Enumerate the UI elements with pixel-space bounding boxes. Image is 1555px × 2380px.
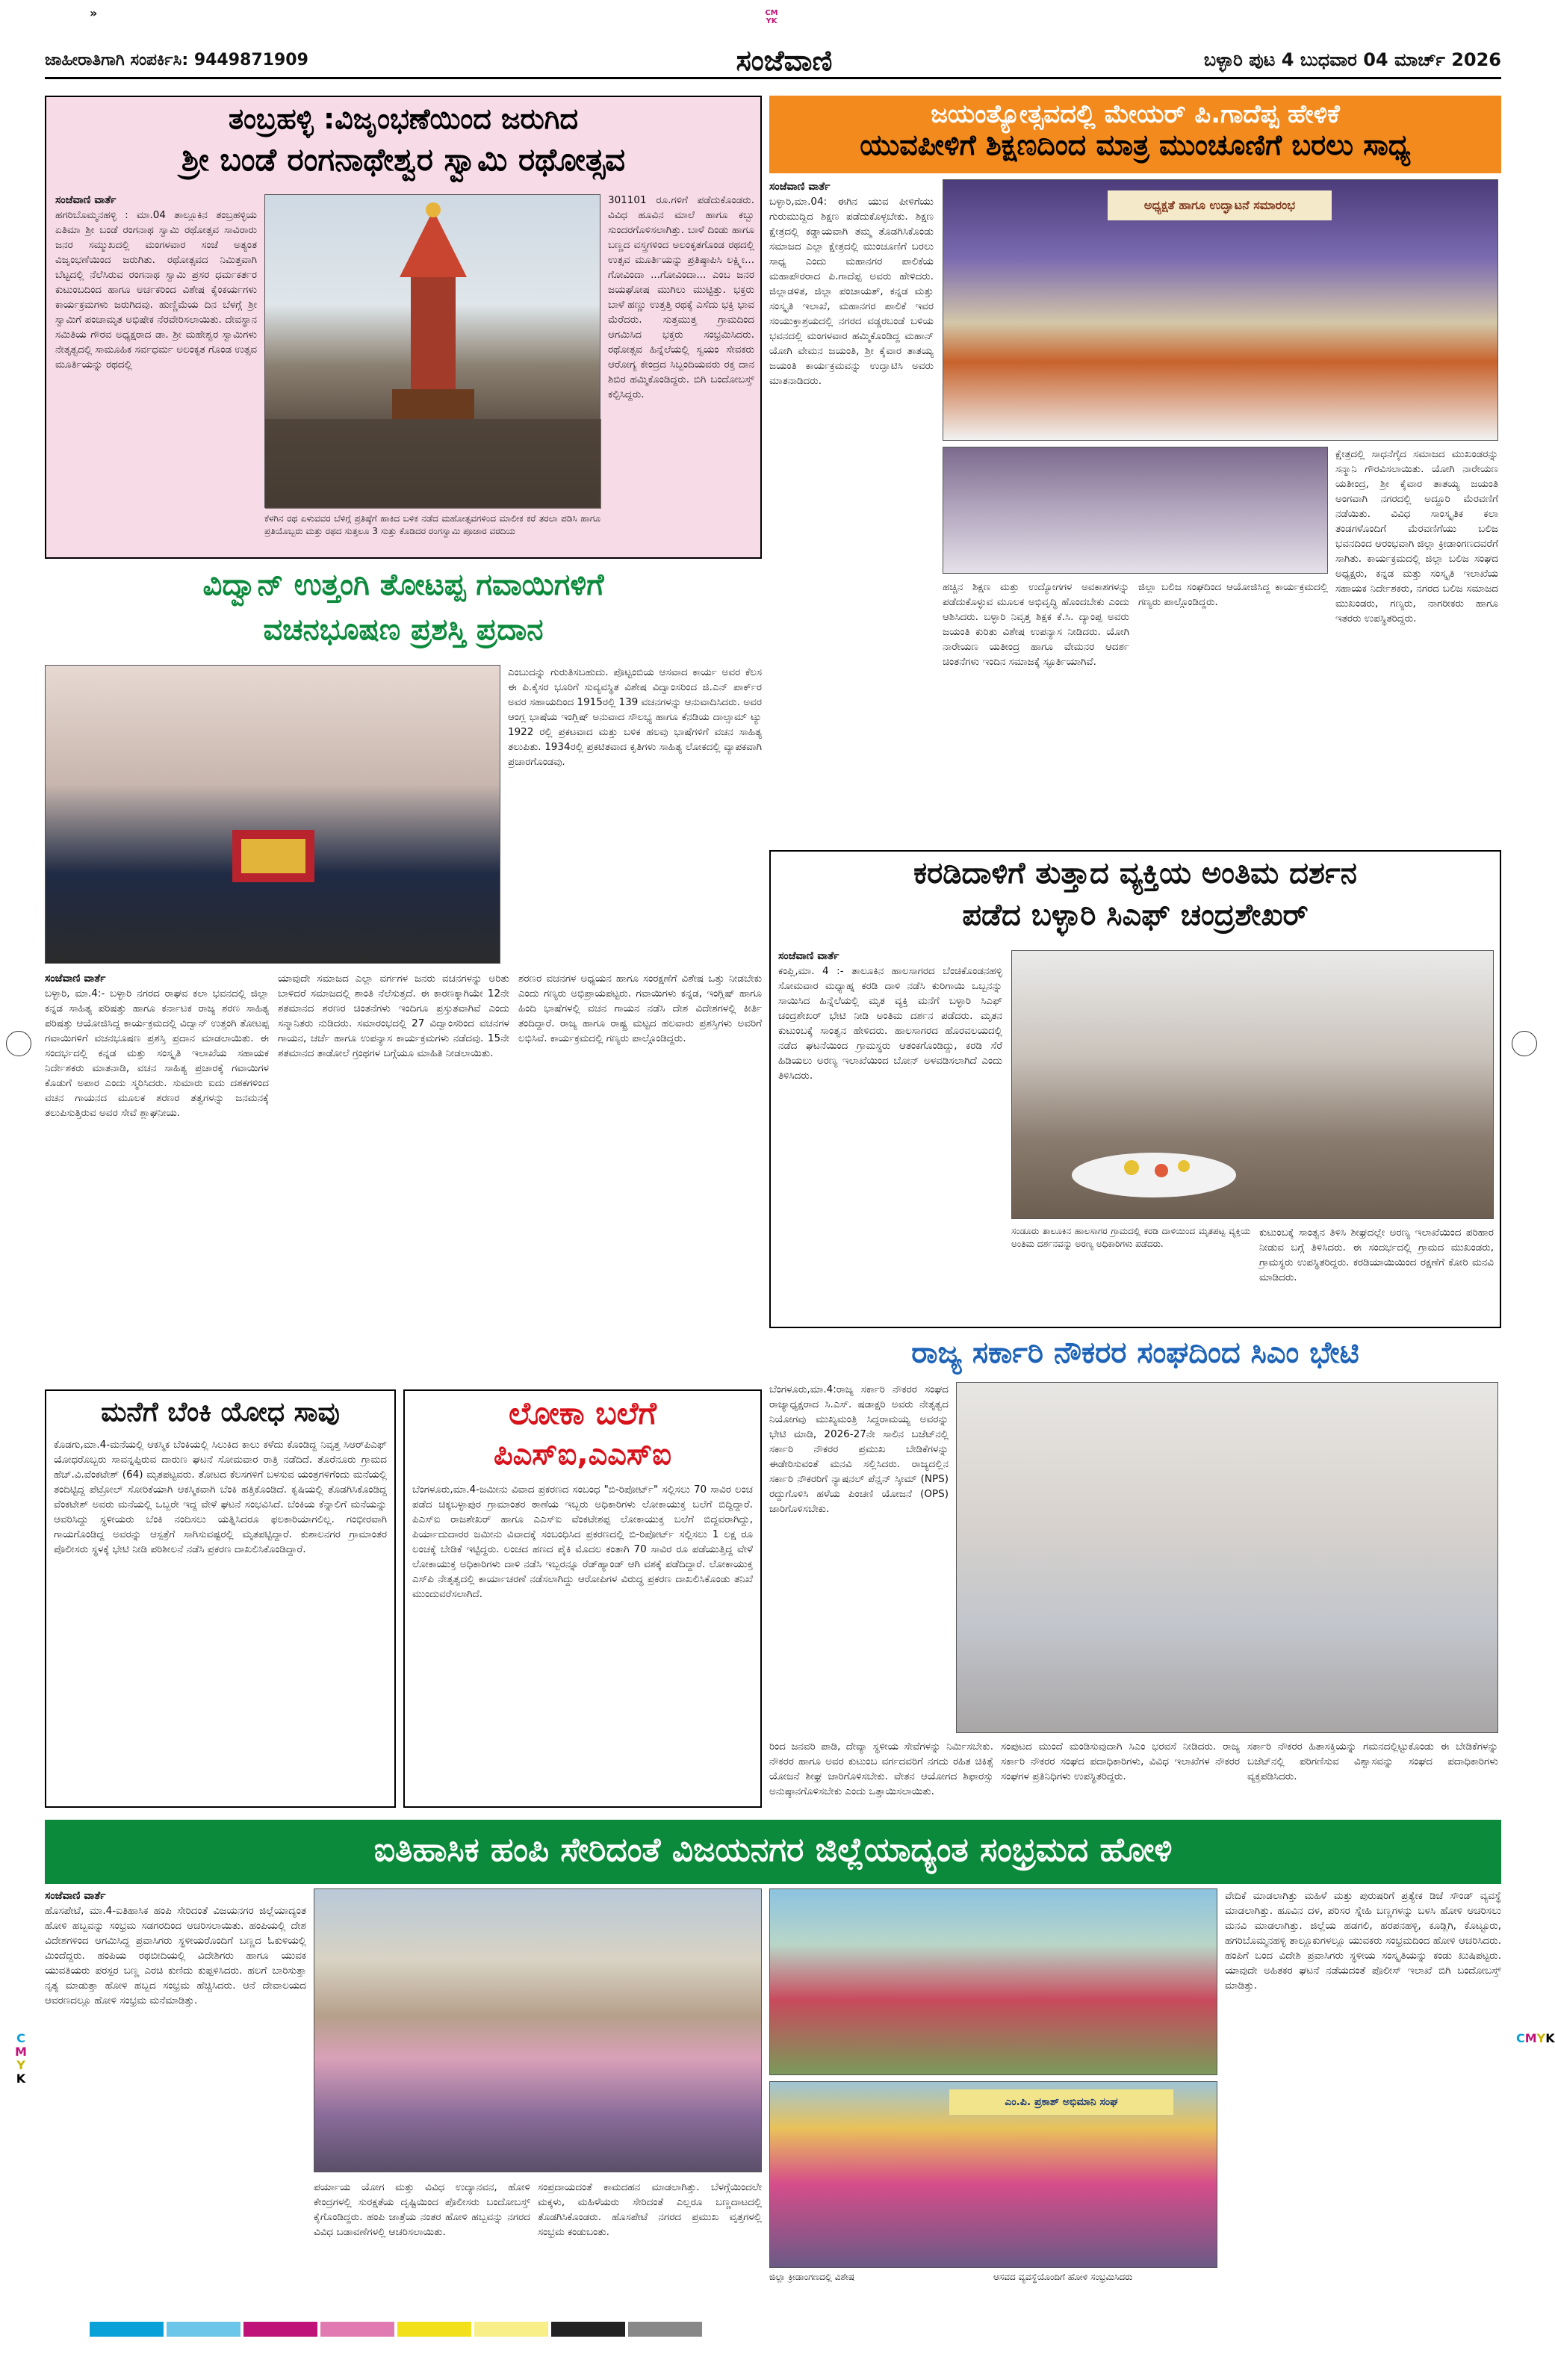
audience-photo (943, 447, 1328, 574)
article-lokayukta (403, 1389, 762, 1808)
headline-band-jayanthi (769, 96, 1501, 173)
article-rathotsava (45, 96, 762, 559)
cmyk-registration-mark (758, 3, 785, 30)
byline: ಸಂಜೆವಾಣಿ ವಾರ್ತೆ (45, 1890, 106, 1902)
photo-caption-2: ಆಸವದ ವ್ಯವಸ್ಥೆಯೊಂದಿಗೆ ಹೋಳಿ ಸಂಭ್ರಮಿಸಿದರು (993, 2272, 1133, 2282)
article-body-col3: ಸಂಪುಟದ ಮುಂದೆ ಮಂಡಿಸುವುದಾಗಿ ಸಿಎಂ ಭರವಸೆ ನೀಡಿದರು. ರಾಜ್ಯ ಸರ್ಕಾರಿ ನೌಕರರ ಸಂಘದ ಪದಾಧಿಕಾರಿಗಳು, ವಿವಿಧ ಇಲಾಖೆಗಳ ನೌಕರರ ಸಂಘಗಳ ಪ್ರತಿನಿಧಿಗಳು ಉಪಸ್ಥಿತರಿದ್ದರು. (1001, 1741, 1240, 1782)
body-text: ಹಗರಿಬೊಮ್ಮನಹಳ್ಳಿ : ಮಾ.04 ತಾಲ್ಲೂಕಿನ ತಂಬ್ರಹಳ್ಳಿಯ ಏತಿಮಾ ಶ್ರೀ ಬಂಡೆ ರಂಗನಾಥ ಸ್ವಾಮಿ ರಥೋತ್ಸವ ಸಾವಿರಾರು ಜನರ ಸಮ್ಮುಖದಲ್ಲಿ ಮಂಗಳವಾರ ಸಂಜೆ ಅತ್ಯಂತ ವಿಜೃಂಭಣೆಯಿಂದ ಜರುಗಿತು. ರಥೋತ್ಸವದ ನಿಮಿತ್ತವಾಗಿ ಬೆಟ್ಟದಲ್ಲಿ ನೆಲೆಸಿರುವ ರಂಗನಾಥ ಸ್ವಾಮಿ ಪ್ರಸರ ಧರ್ಮಕರ್ತರ ಕುಟುಂಬದಿಂದ ಹಾಗೂ ಅರ್ಚಕರಿಂದ ವಿಶೇಷ ಕೈಂಕರ್ಯಗಳು ಕಾರ್ಯಕ್ರಮಗಳು ಜರುಗಿದವು. ಹುಣ್ಣಿಮೆಯ ದಿನ ಬೆಳಗ್ಗೆ ಶ್ರೀ ಸ್ವಾಮಿಗೆ ಪಂಚಾಮೃತ ಅಭಿಷೇಕ ನೆರವೇರಿಸಲಾಯಿತು. ದೇವಸ್ಥಾನ ಸಮಿತಿಯ ಗೌರವ ಅಧ್ಯಕ್ಷರಾದ ಡಾ. ಶ್ರೀ ಮಹೇಶ್ವರ ಸ್ವಾಮಿಗಳು ನೇತೃತ್ವದಲ್ಲಿ ಸಾಮೂಹಿಕ ಸರ್ವಧರ್ಮ ಅಲಂಕೃತ ಗೊಂಡ ಉತ್ಸವ ಮೂರ್ತಿಯನ್ನು ರಥದಲ್ಲಿ (55, 209, 257, 371)
print-color-bar (90, 2322, 702, 2338)
article-body-col3: ಸಂಪ್ರದಾಯದಂತೆ ಕಾಮದಹನ ಮಾಡಲಾಗಿತ್ತು. ಬೆಳಗ್ಗೆಯಿಂದಲೇ ಮಕ್ಕಳು, ಮಹಿಳೆಯರು ಸೇರಿದಂತೆ ಎಲ್ಲರೂ ಬಣ್ಣದಾಟದಲ್ಲಿ ತೊಡಗಿಸಿಕೊಂಡರು. ಹೊಸಪೇಟೆ ನಗರದ ಪ್ರಮುಖ ವೃತ್ತಗಳಲ್ಲಿ ಸಂಭ್ರಮ ಕಂಡುಬಂತು. (538, 2181, 762, 2238)
article-body-col4: ಸರ್ಕಾರಿ ನೌಕರರ ಹಿತಾಸಕ್ತಿಯನ್ನು ಗಮನದಲ್ಲಿಟ್ಟುಕೊಂಡು ಈ ಬೇಡಿಕೆಗಳನ್ನು ಬಜೆಟ್‌ನಲ್ಲಿ ಪರಿಗಣಿಸುವ ವಿಶ್ವಾಸವನ್ನು ಸಂಘದ ಪದಾಧಿಕಾರಿಗಳು ವ್ಯಕ್ತಪಡಿಸಿದರು. (1247, 1741, 1498, 1782)
ad-contact (45, 51, 308, 69)
article-holi (45, 1888, 1501, 2292)
body-text: ಬಳ್ಳಾರಿ,ಮಾ.04: ಈಗಿನ ಯುವ ಪೀಳಿಗೆಯು ಗುರುಮುದ್ದಿದ ಶಿಕ್ಷಣ ಪಡೆದುಕೊಳ್ಳಬೇಕು. ಶಿಕ್ಷಣ ಕ್ಷೇತ್ರದಲ್ಲಿ ಕಡ್ಡಾಯವಾಗಿ ತಮ್ಮ ತೊಡಗಿಸಿಕೊಂಡು ಸಮಾಜದ ಎಲ್ಲಾ ಕ್ಷೇತ್ರದಲ್ಲಿ ಮುಂಚೂಣಿಗೆ ಬರಲು ಸಾಧ್ಯ ಎಂದು ಮಹಾನಗರ ಪಾಲಿಕೆಯ ಮಹಾಪೌರರಾದ ಪಿ.ಗಾದೆಪ್ಪ ಅವರು ಹೇಳಿದರು. ಜಿಲ್ಲಾಡಳಿತ, ಜಿಲ್ಲಾ ಪಂಚಾಯತ್, ಕನ್ನಡ ಮತ್ತು ಸಂಸ್ಕೃತಿ ಇಲಾಖೆ, ಮಹಾನಗರ ಪಾಲಿಕೆ ಇವರ ಸಂಯುಕ್ತಾಶ್ರಯದಲ್ಲಿ ನಗರದ ವಡ್ಡರಬಂಡೆ ಬಳಿಯ ಭವನದಲ್ಲಿ ಮಂಗಳವಾರ ಹಮ್ಮಿಕೊಂಡಿದ್ದ ಮಹಾನ್ ಯೋಗಿ ವೇಮನ ಜಯಂತಿ, ಶ್ರೀ ಕೈವಾರ ತಾತಯ್ಯ ಜಯಂತಿ ಕಾರ್ಯಕ್ರಮವನ್ನು ಉದ್ಘಾಟಿಸಿ ಅವರು ಮಾತನಾಡಿದರು. (769, 196, 934, 387)
stage-banner: ಅಧ್ಯಕ್ಷತೆ ಹಾಗೂ ಉದ್ಘಾಟನೆ ಸಮಾರಂಭ (1108, 190, 1332, 220)
article-body-col2b: ಜಿಲ್ಲಾ ಬಲಿಜ ಸಂಘದಿಂದ ಆಯೋಜಿಸಿದ್ದ ಕಾರ್ಯಕ್ರಮದಲ್ಲಿ ಗಣ್ಯರು ಪಾಲ್ಗೊಂಡಿದ್ದರು. (1138, 581, 1328, 608)
byline: ಸಂಜೆವಾಣಿ ವಾರ್ತೆ (769, 181, 831, 193)
headline-rathotsava-2: ಶ್ರೀ ಬಂಡೆ ರಂಗನಾಥೇಶ್ವರ ಸ್ವಾಮಿ ರಥೋತ್ಸವ (181, 141, 626, 178)
swatch-cyan-light (167, 2322, 240, 2337)
registration-mark-left (6, 1031, 31, 1056)
article-body-col4: ವೇದಿಕೆ ಮಾಡಲಾಗಿತ್ತು ಮಹಿಳೆ ಮತ್ತು ಪುರುಷರಿಗೆ ಪ್ರತ್ಯೇಕ ಡಿಜೆ ಸೌಂಡ್ ವ್ಯವಸ್ಥೆ ಮಾಡಲಾಗಿತ್ತು. ಹೂವಿನ ದಳ, ಪರಿಸರ ಸ್ನೇಹಿ ಬಣ್ಣಗಳನ್ನು ಬಳಸಿ ಹೋಳಿ ಆಚರಿಸಲು ಮನವಿ ಮಾಡಲಾಗಿತ್ತು. ಜಿಲ್ಲೆಯ ಹಡಗಲಿ, ಹರಪನಹಳ್ಳಿ, ಕೂಡ್ಲಿಗಿ, ಕೊಟ್ಟೂರು, ಹಗರಿಬೊಮ್ಮನಹಳ್ಳಿ ತಾಲ್ಲೂಕುಗಳಲ್ಲೂ ಯುವಕರು ಸಂಭ್ರಮದಿಂದ ಹೋಳಿ ಆಚರಿಸಿದರು. ಹಂಪಿಗೆ ಬಂದ ವಿದೇಶಿ ಪ್ರವಾಸಿಗರು ಸ್ಥಳೀಯ ಸಂಸ್ಕೃತಿಯನ್ನು ಕಂಡು ಖುಷಿಪಟ್ಟರು. ಯಾವುದೇ ಅಹಿತಕರ ಘಟನೆ ನಡೆಯದಂತೆ ಪೊಲೀಸ್ ಇಲಾಖೆ ಬಿಗಿ ಬಂದೋಬಸ್ತ್ ಮಾಡಿತ್ತು. (1225, 1890, 1501, 1992)
article-body-col2: ಪರ್ಯಾಯ ಯೋಗ ಮತ್ತು ವಿವಿಧ ಉದ್ಯಾನವನ, ಹೋಳಿ ಕೇಂದ್ರಗಳಲ್ಲಿ ಸುರಕ್ಷತೆಯ ದೃಷ್ಟಿಯಿಂದ ಪೊಲೀಸರು ಬಂದೋಬಸ್ತ್ ಕೈಗೊಂಡಿದ್ದರು. ಹಂಪಿ ಜಾತ್ರೆಯ ನಂತರ ಹೋಳಿ ಹಬ್ಬವನ್ನು ನಗರದ ವಿವಿಧ ಬಡಾವಣೆಗಳಲ್ಲಿ ಆಚರಿಸಲಾಯಿತು. (314, 2181, 530, 2238)
page-dateline (1204, 49, 1501, 70)
cmyk-text: CMYK (765, 9, 778, 25)
dateline-city: ಬಳ್ಳಾರಿ (1203, 49, 1243, 70)
page-corner-mark: » (90, 6, 98, 20)
fan-club-holi-photo (769, 2081, 1217, 2268)
photo-caption-1: ಜಿಲ್ಲಾ ಕ್ರೀಡಾಂಗಣದಲ್ಲಿ ವಿಶೇಷ (769, 2272, 855, 2282)
body-text: ಹೊಸಪೇಟೆ, ಮಾ.4-ಐತಿಹಾಸಿಕ ಹಂಪಿ ಸೇರಿದಂತೆ ವಿಜಯನಗರ ಜಿಲ್ಲೆಯಾದ್ಯಂತ ಹೋಳಿ ಹಬ್ಬವನ್ನು ಸಂಭ್ರಮ ಸಡಗರದಿಂದ ಆಚರಿಸಲಾಯಿತು. ಹಂಪಿಯಲ್ಲಿ ದೇಶ ವಿದೇಶಗಳಿಂದ ಆಗಮಿಸಿದ್ದ ಪ್ರವಾಸಿಗರು ಸ್ಥಳೀಯರೊಂದಿಗೆ ಬಣ್ಣದ ಓಕುಳಿಯಲ್ಲಿ ಮಿಂದೆದ್ದರು. ಹಂಪಿಯ ರಥಬೀದಿಯಲ್ಲಿ ವಿದೇಶಿಗರು ಹಾಗೂ ಯುವಕ ಯುವತಿಯರು ಪರಸ್ಪರ ಬಣ್ಣ ಎರಚಿ ಕುಣಿದು ಕುಪ್ಪಳಿಸಿದರು. ಹಲಗೆ ಬಾರಿಸುತ್ತಾ ನೃತ್ಯ ಮಾಡುತ್ತಾ ಹೋಳಿ ಹಬ್ಬದ ಸಂಭ್ರಮ ಹೆಚ್ಚಿಸಿದರು. ಆನೆ ದೇವಾಲಯದ ಆವರಣದಲ್ಲೂ ಹೋಳಿ ಸಂಭ್ರಮ ಮನೆಮಾಡಿತ್ತು. (45, 1905, 306, 2006)
article-body-col2: 301101 ರೂ.ಗಳಿಗೆ ಪಡೆದುಕೊಂಡರು. ವಿವಿಧ ಹೂವಿನ ಮಾಲೆ ಹಾಗೂ ಕಬ್ಬು ಸುಂದರಗೊಳಿಸಲಾಗಿತ್ತು. ಬಾಳೆ ದಿಂಡು ಹಾಗೂ ಬಣ್ಣದ ವಸ್ತ್ರಗಳಿಂದ ಅಲಂಕೃತಗೊಂಡ ರಥದಲ್ಲಿ ಉತ್ಸವ ಮೂರ್ತಿಯನ್ನು ಪ್ರತಿಷ್ಠಾಪಿಸಿ ಲಕ್ಷ್ಮೀ... ಗೋವಿಂದಾ ...ಗೋವಿಂದಾ... ಎಂಬ ಜನರ ಜಯಘೋಷ ಮುಗಿಲು ಮುಟ್ಟಿತ್ತು. ಭಕ್ತರು ಬಾಳೆ ಹಣ್ಣು ಉತ್ತತ್ತಿ ರಥಕ್ಕೆ ಎಸೆದು ಭಕ್ತಿ ಭಾವ ಮೆರೆದರು. ಸುತ್ತಮುತ್ತ ಗ್ರಾಮದಿಂದ ಆಗಮಿಸಿದ ಭಕ್ತರು ಸಂಭ್ರಮಿಸಿದರು. ರಥೋತ್ಸವ ಹಿನ್ನೆಲೆಯಲ್ಲಿ ಸ್ವಯಂ ಸೇವಕರು ಆರೋಗ್ಯ ಕೇಂದ್ರದ ಸಿಬ್ಬಂದಿಯವರು ರಕ್ತ ದಾನ ಶಿಬಿರ ಹಮ್ಮಿಕೊಂಡಿದ್ದರು. ಬಿಗಿ ಬಂದೋಬಸ್ತ್ ಕಲ್ಪಿಸಿದ್ದರು. (608, 194, 754, 400)
swatch-yellow-light (474, 2322, 548, 2337)
article-jayanthi (769, 96, 1501, 843)
article-vidwan (45, 568, 762, 1382)
article-body-col-right: ಎಂಬುದನ್ನು ಗುರುತಿಸಬಹುದು. ಪೊಟ್ಟಂಬಿಯ ಆಸವಾದ ಕಾರ್ಯ ಅವರ ಕೆಲಸ ಈ ಪಿ.ಕೈಸರ ಭೂರಿಗೆ ಸುವ್ಯವಸ್ಥಿತ ವಿಶೇಷ ವಿದ್ವಾಂಸರಿಂದ ಜಿ.ಎನ್ ಪಾರ್ಕ್‌ರ ಅವರ ಸಹಾಯದಿಂದ 1915ರಲ್ಲಿ 139 ವಚನಗಳನ್ನು ಆನುವಾದಿಸಿದರು. ಅವರ ಆಂಗ್ಲ ಭಾಷೆಯ ಇಂಗ್ಲಿಷ್ ಅನುವಾದ ಸೌಲಭ್ಯ ಹಾಗೂ ಕೆನಡಿಯ ದಾಲ್ಸಾಮ್ ಟ್ಯು 1922 ರಲ್ಲಿ ಪ್ರಕಟವಾದ ಮತ್ತು ಬಳಿಕ ಹಲವು ಭಾಷೆಗಳಿಗೆ ವಚನ ಸಾಹಿತ್ಯ ತಲುಪಿತು. 1934ರಲ್ಲಿ ಪ್ರಕಟಿತವಾದ ಕೃತಿಗಳು ಸಾಹಿತ್ಯ ಲೋಕದಲ್ಲಿ ವ್ಯಾಪಕವಾಗಿ ಪ್ರಚಾರಗೊಂಡವು. (508, 666, 762, 768)
headline-chandrashekar-2: ಪಡೆದ ಬಳ್ಳಾರಿ ಸಿಎಫ್ ಚಂದ್ರಶೇಖರ್ (962, 898, 1309, 932)
fan-club-banner: ಎಂ.ಪಿ. ಪ್ರಕಾಶ್ ಅಭಿಮಾನಿ ಸಂಘ (949, 2089, 1173, 2115)
award-illustration (46, 666, 501, 964)
body-text: ಬಳ್ಳಾರಿ, ಮಾ.4:- ಬಳ್ಳಾರಿ ನಗರದ ರಾಘವ ಕಲಾ ಭವನದಲ್ಲಿ ಜಿಲ್ಲಾ ಕನ್ನಡ ಸಾಹಿತ್ಯ ಪರಿಷತ್ತು ಹಾಗೂ ಕರ್ನಾಟಕ ರಾಜ್ಯ ಶರಣ ಸಾಹಿತ್ಯ ಪರಿಷತ್ತು ಆಯೋಜಿಸಿದ್ದ ಕಾರ್ಯಕ್ರಮದಲ್ಲಿ ವಿದ್ವಾನ್ ಉತ್ತಂಗಿ ತೋಟಪ್ಪ ಗವಾಯಿಗಳಿಗೆ ವಚನಭೂಷಣ ಪ್ರಶಸ್ತಿ ಪ್ರದಾನ ಮಾಡಲಾಯಿತು. ಈ ಸಂದರ್ಭದಲ್ಲಿ ಕನ್ನಡ ಮತ್ತು ಸಂಸ್ಕೃತಿ ಇಲಾಖೆಯ ಸಹಾಯಕ ನಿರ್ದೇಶಕರು ಮಾತನಾಡಿ, ವಚನ ಸಾಹಿತ್ಯ ಪ್ರಚಾರಕ್ಕೆ ಗವಾಯಿಗಳ ಕೊಡುಗೆ ಅಪಾರ ಎಂದು ಸ್ಮರಿಸಿದರು. ಸುಮಾರು ಐದು ದಶಕಗಳಿಂದ ವಚನ ಗಾಯನದ ಮೂಲಕ ಶರಣರ ತತ್ವಗಳನ್ನು ಜನಮನಕ್ಕೆ ತಲುಪಿಸುತ್ತಿರುವ ಅವರ ಸೇವೆ ಶ್ಲಾಘನೀಯ. (45, 988, 269, 1119)
funeral-visit-photo (1011, 950, 1494, 1219)
article-body (45, 971, 269, 1375)
article-body-col2: ಯಾವುದೇ ಸಮಾಜದ ಎಲ್ಲಾ ವರ್ಗಗಳ ಜನರು ವಚನಗಳನ್ನು ಅರಿತು ಬಾಳಿದರೆ ಸಮಾಜದಲ್ಲಿ ಶಾಂತಿ ನೆಲೆಸುತ್ತದೆ. ಈ ಕಾರಣಕ್ಕಾಗಿಯೇ 12ನೇ ಶತಮಾನದ ಶರಣರ ಚಿಂತನೆಗಳು ಇಂದಿಗೂ ಪ್ರಸ್ತುತವಾಗಿವೆ ಎಂದು ಸನ್ಮಾನಿತರು ನುಡಿದರು. ಸಮಾರಂಭದಲ್ಲಿ 27 ವಿದ್ವಾಂಸರಿಂದ ವಚನಗಳ ಗಾಯನ, ಚರ್ಚೆ ಹಾಗೂ ಉಪನ್ಯಾಸ ಕಾರ್ಯಕ್ರಮಗಳು ನಡೆದವು. 15ನೇ ಶತಮಾನದ ತಾಡೋಲೆ ಗ್ರಂಥಗಳ ಬಗ್ಗೆಯೂ ಮಾಹಿತಿ ನೀಡಲಾಯಿತು. (278, 973, 509, 1059)
headline-vidwan-2: ವಚನಭೂಷಣ ಪ್ರಶಸ್ತಿ ಪ್ರದಾನ (263, 613, 544, 647)
article-body-col2: ರಿಂದ ಜನವರಿ ಪಾಡಿ, ದೇವ್ಯಾ ಸ್ಥಳೀಯ ಸೇವೆಗಳನ್ನು ನಿರ್ಮಿಸಬೇಕು. ನೌಕರರ ಹಾಗೂ ಅವರ ಕುಟುಂಬ ವರ್ಗದವರಿಗೆ ನಗದು ರಹಿತ ಚಿಕಿತ್ಸೆ ಯೋಜನೆ ಶೀಘ್ರ ಜಾರಿಗೊಳಿಸಬೇಕು. ವೇತನ ಆಯೋಗದ ಶಿಫಾರಸ್ಸು ಅನುಷ್ಠಾನಗೊಳಿಸಬೇಕು ಎಂದು ಒತ್ತಾಯಿಸಲಾಯಿತು. (769, 1741, 993, 1797)
article-body (55, 193, 257, 551)
dateline-page-number: 4 (1281, 49, 1294, 70)
headline-rathotsava-1: ತಂಬ್ರಹಳ್ಳಿ :ವಿಜೃಂಭಣೆಯಿಂದ ಜರುಗಿದ (228, 102, 579, 135)
headline-holi: ಐತಿಹಾಸಿಕ ಹಂಪಿ ಸೇರಿದಂತೆ ವಿಜಯನಗರ ಜಿಲ್ಲೆಯಾದ್ಯಂತ ಸಂಭ್ರಮದ ಹೋಳಿ (373, 1831, 1173, 1869)
headline-benki: ಮನೆಗೆ ಬೆಂಕಿ ಯೋಧ ಸಾವು (101, 1397, 340, 1428)
page-header (45, 43, 1501, 79)
dateline-page-label: ಪುಟ (1249, 49, 1276, 70)
registration-mark-right (1512, 1031, 1537, 1056)
headline-lokayukta-1: ಲೋಕಾ ಬಲೆಗೆ (509, 1395, 657, 1431)
cm-meeting-photo (956, 1382, 1498, 1733)
photo-caption: ಕೆಳಗಿನ ರಥ ಏಳುವವರ ಬೆಳಿಗ್ಗೆ ಪ್ರತಿಷ್ಠೆಗೆ ಹಾಕಿದ ಬಳಿಕ ನಡೆದ ಮಹೋತ್ಸವಗಳಿಂದ ಮಾಲೀಕ ಕರೆ ತರಲಾ ಪಡಿಸಿ ಹಾಗೂ ಪ್ರತಿಯೊಬ್ಬರು ಮತ್ತು ರಥದ ಸುತ್ತಲೂ 3 ಸುತ್ತು ಕೊಡಿದರ ರಂಗಸ್ವಾಮಿ ಪೂಜಾರ ವರದಿಯ (264, 513, 600, 536)
swatch-magenta-light (320, 2322, 394, 2337)
swatch-cyan (90, 2322, 164, 2337)
byline: ಸಂಜೆವಾಣಿ ವಾರ್ತೆ (55, 194, 117, 206)
dateline-date: 04 ಮಾರ್ಚ್ 2026 (1363, 49, 1501, 70)
photo-caption: ಸಂಡೂರು ತಾಲೂಕಿನ ಹಾಲಸಾಗರ ಗ್ರಾಮದಲ್ಲಿ ಕರಡಿ ದಾಳಿಯಿಂದ ಮೃತಪಟ್ಟ ವ್ಯಕ್ತಿಯ ಅಂತಿಮ ದರ್ಶನವನ್ನು ಅರಣ್ಯ ಅಧಿಕಾರಿಗಳು ಪಡೆದರು. (1011, 1226, 1250, 1249)
swatch-yellow (397, 2322, 471, 2337)
award-ceremony-photo (45, 665, 500, 964)
headline-jayanthi-2: ಯುವಪೀಳಿಗೆ ಶಿಕ್ಷಣದಿಂದ ಮಾತ್ರ ಮುಂಚೂಣಿಗೆ ಬರಲು ಸಾಧ್ಯ (860, 128, 1411, 162)
article-body: ಬೆಂಗಳೂರು,ಮಾ.4-ಜಮೀನು ವಿವಾದ ಪ್ರಕರಣದ ಸಂಬಂಧ "ಬಿ-ರಿಪೋರ್ಟ್" ಸಲ್ಲಿಸಲು 70 ಸಾವಿರ ಲಂಚ ಪಡೆದ ಚಿಕ್ಕಬಳ್ಳಾಪುರ ಗ್ರಾಮಾಂತರ ಠಾಣೆಯ ಇಬ್ಬರು ಅಧಿಕಾರಿಗಳು ಲೋಕಾಯುಕ್ತ ಬಲೆಗೆ ಬಿದ್ದಿದ್ದಾರೆ. ಪಿಎಸ್‌ಐ ರಾಜಶೇಖರ್ ಹಾಗೂ ಎಎಸ್‌ಐ ವೆಂಕಟೇಶಪ್ಪ ಲೋಕಾಯುಕ್ತ ಬಲೆಗೆ ಬಿದ್ದವರಾಗಿದ್ದು, ಪಿರ್ಯಾದುದಾರರ ಜಮೀನು ವಿವಾದಕ್ಕೆ ಸಂಬಂಧಿಸಿದ ಪ್ರಕರಣದಲ್ಲಿ ಬಿ-ರಿಪೋರ್ಟ್ ಸಲ್ಲಿಸಲು 1 ಲಕ್ಷ ರೂ ಲಂಚಕ್ಕೆ ಬೇಡಿಕೆ ಇಟ್ಟಿದ್ದರು. ಲಂಚದ ಹಣದ ಪೈಕಿ ಮೊದಲ ಕಂತಾಗಿ 70 ಸಾವಿರ ರೂ ಪಡೆಯುತ್ತಿದ್ದ ವೇಳೆ ಲೋಕಾಯುಕ್ತ ಅಧಿಕಾರಿಗಳು ದಾಳಿ ನಡೆಸಿ ಇಬ್ಬರನ್ನೂ ರೆಡ್‌ಹ್ಯಾಂಡ್ ಆಗಿ ವಶಕ್ಕೆ ಪಡೆದಿದ್ದಾರೆ. ಲೋಕಾಯುಕ್ತ ಎಸ್‌ಪಿ ನೇತೃತ್ವದಲ್ಲಿ ಕಾರ್ಯಾಚರಣೆ ನಡೆಸಲಾಗಿದ್ದು ಆರೋಪಿಗಳ ವಿರುದ್ಧ ಪ್ರಕರಣ ದಾಖಲಿಸಿಕೊಂಡು ತನಿಖೆ ಮುಂದುವರೆಸಲಾಗಿದೆ. (412, 1484, 753, 1600)
headline-vidwan-1: ವಿದ್ವಾನ್ ಉತ್ತಂಗಿ ತೋಟಪ್ಪ ಗವಾಯಿಗಳಿಗೆ (202, 568, 604, 602)
article-chandrashekar (769, 850, 1501, 1328)
chariot-illustration (265, 195, 601, 509)
article-sangha (769, 1336, 1501, 1814)
swatch-gray (628, 2322, 702, 2337)
article-body-col2: ಕುಟುಂಬಕ್ಕೆ ಸಾಂತ್ವನ ತಿಳಿಸಿ ಶೀಘ್ರದಲ್ಲೇ ಅರಣ್ಯ ಇಲಾಖೆಯಿಂದ ಪರಿಹಾರ ನೀಡುವ ಬಗ್ಗೆ ತಿಳಿಸಿದರು. ಈ ಸಂದರ್ಭದಲ್ಲಿ ಗ್ರಾಮದ ಮುಖಂಡರು, ಗ್ರಾಮಸ್ಥರು ಉಪಸ್ಥಿತರಿದ್ದರು. ಕರಡಿಯಾಯಿಯಿಂದ ರಕ್ಷಣೆಗೆ ಕೋರಿ ಮನವಿ ಮಾಡಿದರು. (1259, 1227, 1494, 1283)
swatch-magenta (243, 2322, 317, 2337)
funeral-illustration (1012, 951, 1495, 1220)
byline: ಸಂಜೆವಾಣಿ ವಾರ್ತೆ (45, 973, 106, 985)
cmyk-side-mark-right: CMYK (1516, 2031, 1555, 2045)
headline-jayanthi-1: ಜಯಂತ್ಯೋತ್ಸವದಲ್ಲಿ ಮೇಯರ್ ಪಿ.ಗಾದೆಪ್ಪ ಹೇಳಿಕೆ (931, 99, 1340, 129)
headline-lokayukta-2: ಪಿಎಸ್‌ಐ,ಎಎಸ್‌ಐ (493, 1437, 672, 1472)
dateline-weekday: ಬುಧವಾರ (1300, 49, 1357, 70)
chariot-festival-photo (264, 194, 600, 508)
ad-contact-label: ಜಾಹೀರಾತಿಗಾಗಿ ಸಂಪರ್ಕಿಸಿ: (45, 51, 189, 69)
headline-chandrashekar-1: ಕರಡಿದಾಳಿಗೆ ತುತ್ತಾದ ವ್ಯಕ್ತಿಯ ಅಂತಿಮ ದರ್ಶನ (913, 856, 1357, 890)
article-body-col3: ಶರಣರ ವಚನಗಳ ಅಧ್ಯಯನ ಹಾಗೂ ಸಂರಕ್ಷಣೆಗೆ ವಿಶೇಷ ಒತ್ತು ನೀಡಬೇಕು ಎಂದು ಗಣ್ಯರು ಅಭಿಪ್ರಾಯಪಟ್ಟರು. ಗವಾಯಿಗಳು ಕನ್ನಡ, ಇಂಗ್ಲಿಷ್ ಹಾಗೂ ಹಿಂದಿ ಭಾಷೆಗಳಲ್ಲಿ ವಚನ ಗಾಯನ ನಡೆಸಿ ದೇಶ ವಿದೇಶಗಳಲ್ಲಿ ಕೀರ್ತಿ ತಂದಿದ್ದಾರೆ. ರಾಜ್ಯ ಹಾಗೂ ರಾಷ್ಟ್ರ ಮಟ್ಟದ ಹಲವಾರು ಪ್ರಶಸ್ತಿಗಳು ಅವರಿಗೆ ಲಭಿಸಿವೆ. ಕಾರ್ಯಕ್ರಮದಲ್ಲಿ ಗಣ್ಯರು ಪಾಲ್ಗೊಂಡಿದ್ದರು. (518, 973, 762, 1044)
holi-headline-band (45, 1820, 1501, 1884)
headline-sangha: ರಾಜ್ಯ ಸರ್ಕಾರಿ ನೌಕರರ ಸಂಘದಿಂದ ಸಿಎಂ ಭೇಟಿ (911, 1336, 1359, 1370)
article-body: ಬೆಂಗಳೂರು,ಮಾ.4:ರಾಜ್ಯ ಸರ್ಕಾರಿ ನೌಕರರ ಸಂಘದ ರಾಜ್ಯಾಧ್ಯಕ್ಷರಾದ ಸಿ.ಎಸ್. ಷಡಾಕ್ಷರಿ ಅವರು ನೇತೃತ್ವದ ನಿಯೋಗವು ಮುಖ್ಯಮಂತ್ರಿ ಸಿದ್ದರಾಮಯ್ಯ ಅವರನ್ನು ಭೇಟಿ ಮಾಡಿ, 2026-27ನೇ ಸಾಲಿನ ಬಜೆಟ್‌ನಲ್ಲಿ ಸರ್ಕಾರಿ ನೌಕರರ ಪ್ರಮುಖ ಬೇಡಿಕೆಗಳನ್ನು ಈಡೇರಿಸುವಂತೆ ಮನವಿ ಸಲ್ಲಿಸಿದರು. ರಾಜ್ಯದಲ್ಲಿನ ಸರ್ಕಾರಿ ನೌಕರರಿಗೆ ನ್ಯಾಷನಲ್ ಪೆನ್ಷನ್ ಸ್ಕೀಮ್ (NPS) ರದ್ದುಗೊಳಿಸಿ ಹಳೆಯ ಪಿಂಚಣಿ ಯೋಜನೆ (OPS) ಜಾರಿಗೊಳಿಸಬೇಕು. (769, 1383, 949, 1515)
article-body-col3: ಕ್ಷೇತ್ರದಲ್ಲಿ ಸಾಧನೆಗೈದ ಸಮಾಜದ ಮುಖಂಡರನ್ನು ಸನ್ಮಾನಿ ಗೌರವಿಸಲಾಯಿತು. ಯೋಗಿ ನಾರೇಯಣ ಯತೀಂದ್ರ, ಶ್ರೀ ಕೈವಾರ ತಾತಯ್ಯ ಜಯಂತಿ ಅಂಗವಾಗಿ ನಗರದಲ್ಲಿ ಅದ್ದೂರಿ ಮೆರವಣಿಗೆ ನಡೆಯಿತು. ವಿವಿಧ ಸಾಂಸ್ಕೃತಿಕ ಕಲಾ ತಂಡಗಳೊಂದಿಗೆ ಮೆರವಣಿಗೆಯು ಬಲಿಜ ಭವನದಿಂದ ಆರಂಭವಾಗಿ ಜಿಲ್ಲಾ ಕ್ರೀಡಾಂಗಣದವರೆಗೆ ಸಾಗಿತು. ಕಾರ್ಯಕ್ರಮದಲ್ಲಿ ಜಿಲ್ಲಾ ಬಲಿಜ ಸಂಘದ ಅಧ್ಯಕ್ಷರು, ಕನ್ನಡ ಮತ್ತು ಸಂಸ್ಕೃತಿ ಇಲಾಖೆಯ ಸಹಾಯಕ ನಿರ್ದೇಶಕರು, ನಗರದ ಬಲಿಜ ಸಮಾಜದ ಮುಖಂಡರು, ಗಣ್ಯರು, ನಾಗರೀಕರು ಹಾಗೂ ಇತರರು ಉಪಸ್ಥಿತರಿದ್ದರು. (1335, 448, 1498, 625)
article-body (45, 1888, 306, 2286)
cmyk-side-mark-left: CMYK (15, 2031, 27, 2086)
stadium-holi-photo (769, 1888, 1217, 2075)
swatch-black (551, 2322, 625, 2337)
hampi-holi-photo (314, 1888, 762, 2172)
article-body-col2: ಹಚ್ಚಿನ ಶಿಕ್ಷಣ ಮತ್ತು ಉದ್ಯೋಗಗಳ ಅವಕಾಶಗಳನ್ನು ಪಡೆದುಕೊಳ್ಳುವ ಮೂಲಕ ಅಭಿವೃದ್ಧಿ ಹೊಂದಬೇಕು ಎಂದು ಆಶಿಸಿದರು. ಬಳ್ಳಾರಿ ನಿವೃತ್ತ ಶಿಕ್ಷಕ ಕೆ.ಸಿ. ದ್ಯಾಂಪ್ಪ ಅವರು ಜಯಂತಿ ಕುರಿತು ವಿಶೇಷ ಉಪನ್ಯಾಸ ನೀಡಿದರು. ಯೋಗಿ ನಾರೇಯಣ ಯತೀಂದ್ರ ಹಾಗೂ ವೇಮನರ ಆದರ್ಶ ಚಿಂತನೆಗಳು ಇಂದಿನ ಸಮಾಜಕ್ಕೆ ಸ್ಫೂರ್ತಿಯಾಗಿವೆ. (943, 581, 1129, 668)
byline: ಸಂಜೆವಾಣಿ ವಾರ್ತೆ (778, 950, 839, 962)
jayanthi-stage-photo (943, 179, 1498, 441)
body-text: ಕಂಪ್ಲಿ,ಮಾ. 4 :- ತಾಲೂಕಿನ ಹಾಲಸಾಗರದ ಬೆಂಚಿಕೊಂಡನಹಳ್ಳಿ ಸೋಮವಾರ ಮಧ್ಯಾಹ್ನ ಕರಡಿ ದಾಳಿ ನಡೆಸಿ ಕುರಿಗಾಯಿ ಒಬ್ಬನನ್ನು ಸಾಯಿಸಿದ ಹಿನ್ನೆಲೆಯಲ್ಲಿ ಮೃತ ವ್ಯಕ್ತಿ ಮನೆಗೆ ಬಳ್ಳಾರಿ ಸಿಎಫ್ ಚಂದ್ರಶೇಖರ್ ಭೇಟಿ ನೀಡಿ ಅಂತಿಮ ದರ್ಶನ ಪಡೆದರು. ಮೃತನ ಕುಟುಂಬಕ್ಕೆ ಸಾಂತ್ವನ ಹೇಳಿದರು. ಹಾಲಸಾಗರದ ಹೊರವಲಯದಲ್ಲಿ ನಡೆದ ಘಟನೆಯಿಂದ ಗ್ರಾಮಸ್ಥರು ಆತಂಕಗೊಂಡಿದ್ದು, ಕರಡಿ ಸೆರೆ ಹಿಡಿಯಲು ಅರಣ್ಯ ಇಲಾಖೆಯಿಂದ ಬೋನ್ ಅಳವಡಿಸಲಾಗಿದೆ ಎಂದು ತಿಳಿಸಿದರು. (778, 965, 1002, 1082)
article-benki (45, 1389, 396, 1808)
article-body: ಕೊಡಗು,ಮಾ.4-ಮನೆಯಲ್ಲಿ ಆಕಸ್ಮಿಕ ಬೆಂಕಿಯಲ್ಲಿ ಸಿಲುಕಿದ ಕಾಲು ಕಳೆದು ಕೊಂಡಿದ್ದ ನಿವೃತ್ತ ಸಿಆರ್‌ಪಿಎಫ್ ಯೋಧರೊಬ್ಬರು ಸಾವನ್ನಪ್ಪಿರುವ ದಾರುಣ ಘಟನೆ ಸೋಮವಾರ ರಾತ್ರಿ ನಡೆದಿದೆ. ತೊರೆನೂರು ಗ್ರಾಮದ ಹೆಚ್.ವಿ.ವೆಂಕಟೇಶ್ (64) ಮೃತಪಟ್ಟವರು. ತೋಟದ ಕೆಲಸಗಳಿಗೆ ಬಳಸುವ ಯಂತ್ರಗಳಿಗೆಂದು ಮನೆಯಲ್ಲಿ ತಂದಿಟ್ಟಿದ್ದ ಪೆಟ್ರೋಲ್ ಸೋರಿಕೆಯಾಗಿ ಆಕಸ್ಮಿಕವಾಗಿ ಬೆಂಕಿ ಹತ್ತಿಕೊಂಡಿದೆ. ಕೃಷಿಯಲ್ಲಿ ತೊಡಗಿಸಿಕೊಂಡಿದ್ದ ವೆಂಕಟೇಶ್ ಅವರು ಮನೆಯಲ್ಲಿ ಒಬ್ಬರೇ ಇದ್ದ ವೇಳೆ ಘಟನೆ ಸಂಭವಿಸಿದೆ. ಬೆಂಕಿಯ ಕೆನ್ನಾಲಿಗೆ ಮನೆಯನ್ನು ಆವರಿಸಿದ್ದು ಸ್ಥಳೀಯರು ಬೆಂಕಿ ನಂದಿಸಲು ಯತ್ನಿಸಿದರೂ ಫಲಕಾರಿಯಾಗಲಿಲ್ಲ. ಗಂಭೀರವಾಗಿ ಗಾಯಗೊಂಡಿದ್ದ ಅವರನ್ನು ಆಸ್ಪತ್ರೆಗೆ ಸಾಗಿಸುವಷ್ಟರಲ್ಲಿ ಮೃತಪಟ್ಟಿದ್ದಾರೆ. ಕುಶಾಲನಗರ ಗ್ರಾಮಾಂತರ ಪೊಲೀಸರು ಸ್ಥಳಕ್ಕೆ ಭೇಟಿ ನೀಡಿ ಪರಿಶೀಲನೆ ನಡೆಸಿ ಪ್ರಕರಣ ದಾಖಲಿಸಿಕೊಂಡಿದ್ದಾರೆ. (54, 1439, 387, 1555)
masthead-logo: ಸಂಜೆವಾಣಿ (736, 43, 833, 77)
ad-contact-phone: 9449871909 (193, 51, 308, 69)
article-body (769, 179, 934, 732)
article-body (778, 949, 1002, 1322)
